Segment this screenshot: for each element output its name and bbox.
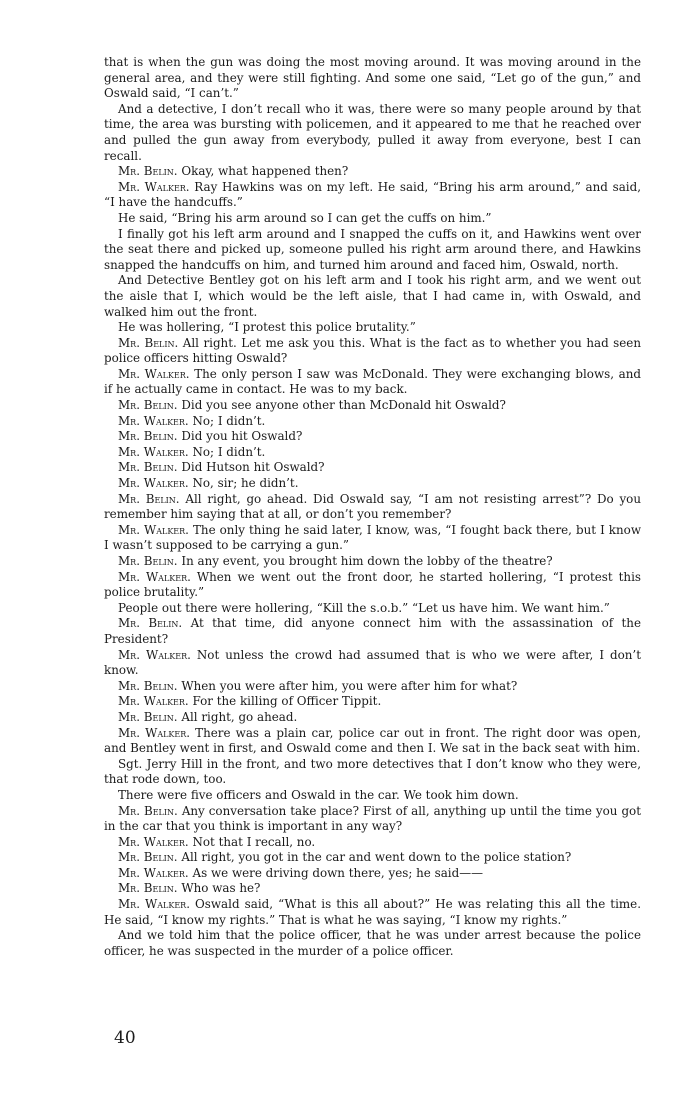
- paragraph-text: Who was he?: [181, 881, 261, 896]
- speaker-name: Mr. Walker.: [118, 413, 189, 428]
- transcript-paragraph: [104, 445, 641, 461]
- paragraph-text: For the killing of Officer Tippit.: [192, 694, 382, 709]
- speaker-name: Mr. Walker.: [118, 476, 189, 491]
- speaker-name: Mr. Walker.: [118, 725, 191, 740]
- speaker-name: Mr. Belin.: [118, 554, 178, 568]
- transcript-paragraph: [104, 554, 641, 570]
- paragraph-text: Sgt. Jerry Hill in the front, and two more detectives that I don’t know who they were, that rode down, too.: [104, 756, 641, 787]
- transcript-paragraph: [104, 523, 641, 554]
- transcript-paragraph: [104, 710, 641, 726]
- paragraph-text: The only thing he said later, I know, was, “I fought back there, but I know I wasn’t supposed to be carrying a gun.”: [104, 522, 641, 553]
- transcript-paragraph: [104, 601, 641, 617]
- paragraph-text: People out there were hollering, “Kill the s.o.b.” “Let us have him. We want him.”: [118, 600, 610, 615]
- speaker-name: Mr. Belin.: [118, 429, 178, 444]
- transcript-paragraph: [104, 55, 641, 102]
- transcript-paragraph: [104, 273, 641, 320]
- transcript-body: [104, 55, 641, 959]
- transcript-paragraph: [104, 866, 641, 882]
- transcript-paragraph: [104, 180, 641, 211]
- paragraph-text: And Detective Bentley got on his left arm and I took his right arm, and we went out the aisle that I, which would be the left aisle, that I had came in, with Oswald, and walked him out the front.: [104, 273, 641, 319]
- transcript-paragraph: [104, 211, 641, 227]
- paragraph-text: He said, “Bring his arm around so I can get the cuffs on him.”: [118, 210, 492, 225]
- transcript-paragraph: [104, 928, 641, 959]
- paragraph-text: There was a plain car, police car out in front. The right door was open, and Bentley went in first, and Oswald come and then I. We sat in the back seat with him.: [104, 725, 641, 756]
- paragraph-text: Oswald said, “What is this all about?” He was relating this all the time. He said, “I know my rights.” That is what he was saying, “I know my rights.”: [104, 897, 641, 927]
- paragraph-text: Okay, what happened then?: [181, 164, 349, 179]
- transcript-paragraph: [104, 414, 641, 430]
- speaker-name: Mr. Walker.: [118, 179, 190, 194]
- transcript-paragraph: [104, 648, 641, 679]
- paragraph-text: There were five officers and Oswald in the car. We took him down.: [118, 787, 519, 802]
- paragraph-text: He was hollering, “I protest this police brutality.”: [118, 320, 416, 335]
- speaker-name: Mr. Walker.: [118, 569, 191, 584]
- transcript-paragraph: [104, 788, 641, 804]
- transcript-paragraph: [104, 694, 641, 710]
- paragraph-text: Did Hutson hit Oswald?: [181, 460, 325, 475]
- transcript-paragraph: [104, 679, 641, 695]
- paragraph-text: Not that I recall, no.: [192, 834, 316, 849]
- paragraph-text: No, sir; he didn’t.: [192, 476, 299, 491]
- speaker-name: Mr. Walker.: [118, 522, 189, 537]
- speaker-name: Mr. Belin.: [118, 491, 180, 506]
- paragraph-text: Did you hit Oswald?: [181, 429, 303, 444]
- speaker-name: Mr. Walker.: [118, 834, 189, 849]
- paragraph-text: Did you see anyone other than McDonald hit Oswald?: [181, 398, 506, 413]
- speaker-name: Mr. Walker.: [118, 897, 190, 912]
- speaker-name: Mr. Belin.: [118, 460, 178, 475]
- paragraph-text: At that time, did anyone connect him with the assassination of the President?: [104, 616, 642, 646]
- paragraph-text: In any event, you brought him down the lobby of the theatre?: [181, 554, 553, 568]
- paragraph-text: All right. Let me ask you this. What is the fact as to whether you had seen police officers hitting Oswald?: [104, 335, 641, 366]
- speaker-name: Mr. Belin.: [118, 678, 178, 693]
- page-number: 40: [114, 1028, 136, 1048]
- transcript-paragraph: [104, 757, 641, 788]
- paragraph-text: No; I didn’t.: [192, 444, 266, 459]
- speaker-name: Mr. Belin.: [118, 335, 179, 350]
- transcript-paragraph: [104, 429, 641, 445]
- transcript-paragraph: [104, 476, 641, 492]
- speaker-name: Mr. Belin.: [118, 850, 178, 865]
- paragraph-text: Ray Hawkins was on my left. He said, “Bring his arm around,” and said, “I have the handcuffs.”: [104, 179, 641, 210]
- transcript-paragraph: [104, 320, 641, 336]
- paragraph-text: All right, go ahead. Did Oswald say, “I am not resisting arrest”? Do you remember him saying that at all, or don’t you remember?: [104, 491, 641, 522]
- transcript-paragraph: [104, 850, 641, 866]
- transcript-paragraph: [104, 726, 641, 757]
- speaker-name: Mr. Belin.: [118, 164, 178, 179]
- transcript-paragraph: [104, 227, 641, 274]
- speaker-name: Mr. Walker.: [118, 694, 189, 709]
- paragraph-text: All right, you got in the car and went down to the police station?: [181, 850, 572, 865]
- paragraph-text: No; I didn’t.: [192, 413, 266, 428]
- speaker-name: Mr. Belin.: [118, 709, 178, 724]
- speaker-name: Mr. Belin.: [118, 398, 178, 413]
- transcript-paragraph: [104, 398, 641, 414]
- transcript-paragraph: [104, 881, 641, 897]
- transcript-paragraph: [104, 616, 641, 647]
- speaker-name: Mr. Belin.: [118, 616, 183, 631]
- transcript-paragraph: [104, 460, 641, 476]
- paragraph-text: And we told him that the police officer, that he was under arrest because the police officer, he was suspected in the murder of a police officer.: [104, 928, 641, 958]
- paragraph-text: When we went out the front door, he started hollering, “I protest this police brutality.”: [104, 569, 641, 600]
- paragraph-text: I finally got his left arm around and I snapped the cuffs on it, and Hawkins went over the seat there and picked up, someone pulled his right arm around there, and Hawkins snapped the handcuffs on him, and turned him around and faced him, Oswald, north.: [104, 226, 641, 272]
- transcript-paragraph: [104, 164, 641, 180]
- speaker-name: Mr. Walker.: [118, 444, 189, 459]
- speaker-name: Mr. Walker.: [118, 647, 191, 662]
- paragraph-text: And a detective, I don’t recall who it was, there were so many people around by that time, the area was bursting with policemen, and it appeared to me that he reached over and pulled the gun away from everybody, pulled it away from everyone, best I can recall.: [104, 101, 641, 163]
- speaker-name: Mr. Walker.: [118, 865, 189, 880]
- paragraph-text: Any conversation take place? First of all, anything up until the time you got in the car that you think is important in any way?: [104, 803, 641, 834]
- transcript-paragraph: [104, 102, 641, 164]
- transcript-paragraph: [104, 492, 641, 523]
- transcript-paragraph: [104, 835, 641, 851]
- transcript-paragraph: [104, 570, 641, 601]
- transcript-paragraph: [104, 804, 641, 835]
- paragraph-text: When you were after him, you were after him for what?: [181, 678, 518, 693]
- transcript-paragraph: [104, 367, 641, 398]
- paragraph-text: As we were driving down there, yes; he said——: [192, 865, 483, 880]
- paragraph-text: that is when the gun was doing the most moving around. It was moving around in the general area, and they were still fighting. And some one said, “Let go of the gun,” and Oswald said, “I can’t.”: [104, 55, 641, 101]
- speaker-name: Mr. Belin.: [118, 881, 178, 896]
- paragraph-text: The only person I saw was McDonald. They were exchanging blows, and if he actually came in contact. He was to my back.: [104, 366, 641, 397]
- paragraph-text: Not unless the crowd had assumed that is who we were after, I don’t know.: [104, 647, 641, 678]
- paragraph-text: All right, go ahead.: [181, 709, 298, 724]
- speaker-name: Mr. Walker.: [118, 366, 190, 381]
- speaker-name: Mr. Belin.: [118, 803, 178, 818]
- transcript-paragraph: [104, 897, 641, 928]
- transcript-paragraph: [104, 336, 641, 367]
